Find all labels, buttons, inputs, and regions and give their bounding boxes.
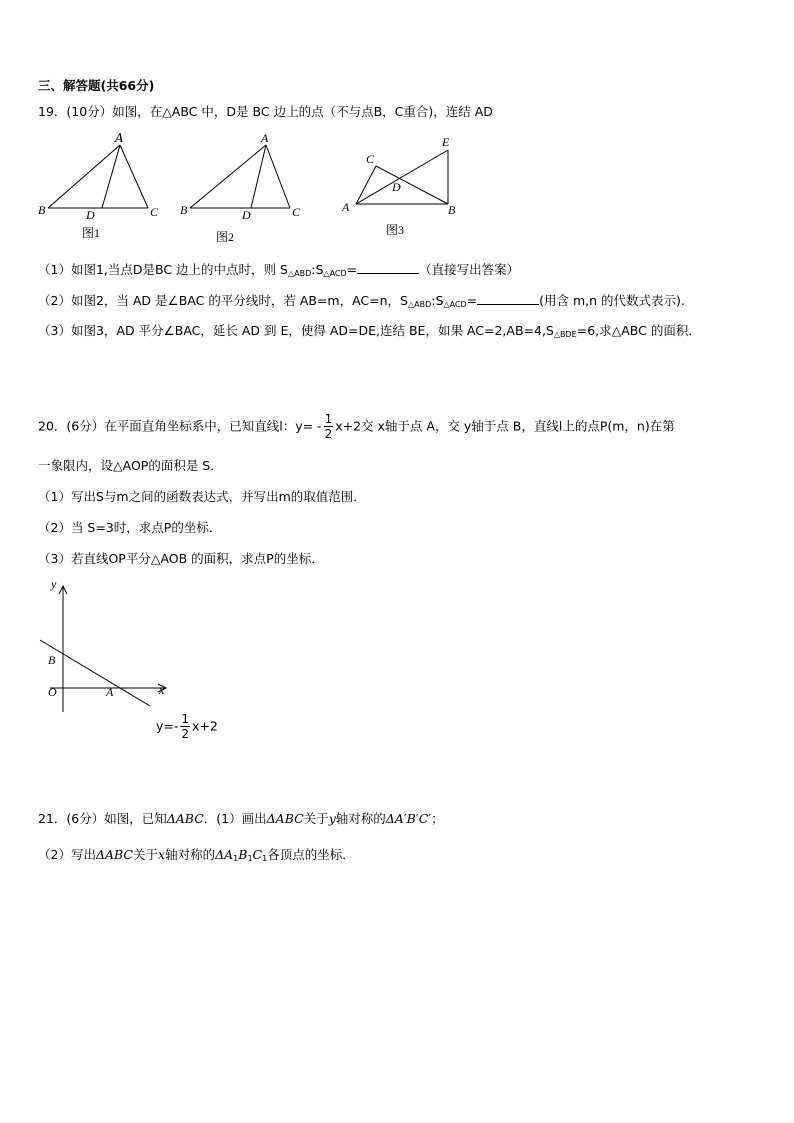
- q20-part3: （3）若直线OP平分△AOB 的面积，求点P的坐标．: [38, 551, 324, 566]
- fig1-label-c: C: [150, 205, 159, 219]
- graph-label-y: y: [51, 577, 57, 591]
- fig2-label-b: B: [180, 203, 188, 217]
- q20-part2: （2）当 S=3时，求点P的坐标．: [38, 520, 222, 535]
- q19-part3: （3）如图3，AD 平分∠BAC，延长 AD 到 E，使得 AD=DE,连结 BE，如果 $AC=2,AB=4,S_{\triangle BDE}=6$,求△ABC 的面积．: [38, 323, 701, 339]
- q20-fraction: $\frac{1}{2}$: [324, 412, 333, 441]
- fig2-caption: 图2: [216, 230, 235, 242]
- fig3-label-a: A: [342, 200, 350, 214]
- fig3-label-b: B: [448, 203, 456, 217]
- q20-line-equation: y=- $\frac{1}{2}$ x+2: [156, 712, 218, 741]
- q20-stem-line1: 20．(6分）在平面直角坐标系中，已知直线l：y= - $\frac{1}{2}$ x+2交 x轴于点 A，交 y轴于点 B，直线l上的点P(m，n)在第: [38, 412, 675, 441]
- graph-label-b: B: [48, 653, 56, 667]
- answer-blank-2[interactable]: [477, 293, 539, 305]
- q20-stem-line2: 一象限内，设△AOP的面积是 S．: [38, 458, 223, 473]
- fig3-label-c: C: [366, 152, 375, 166]
- fig1-label-a: A: [115, 131, 124, 145]
- fig2-label-a: A: [261, 131, 269, 145]
- q19-stem: 19．(10分）如图，在△ABC 中，D是 BC 边上的点（不与点B，C重合)，连结 AD: [38, 104, 493, 119]
- fig3-caption: 图3: [386, 223, 405, 237]
- graph-label-a: A: [106, 685, 114, 699]
- fig2-label-c: C: [292, 205, 301, 219]
- figure-3: [341, 135, 456, 237]
- fig3-label-e: E: [442, 135, 450, 149]
- q19-part2: （2）如图2，当 AD 是∠BAC 的平分线时，若 AB=m，AC=n，$S_{\triangle ABD}:S_{\triangle ACD}=$ (用含 m,n 的代数式表示).: [38, 293, 685, 309]
- figure-2: [180, 131, 301, 242]
- q19-figures: [34, 130, 474, 242]
- section-header: 三、解答题(共66分): [38, 78, 155, 93]
- q21-line2: （2）写出ΔABC关于x轴对称的$\Delta A_1B_1C_1$各顶点的坐标．: [38, 847, 355, 863]
- fig1-label-b: B: [38, 203, 46, 217]
- graph-label-o: O: [48, 685, 57, 699]
- q21-line1: 21．(6分）如图，已知ΔABC．(1）画出ΔABC关于y轴对称的ΔA′B′C′；: [38, 811, 444, 826]
- q19-part1: （1）如图1,当点D是BC 边上的中点时，则 $S_{\triangle ABD}:S_{\triangle ACD}=$ （直接写出答案）: [38, 262, 520, 278]
- fig3-label-d: D: [392, 180, 401, 194]
- figure-1: [38, 131, 159, 240]
- graph-label-x: x: [159, 683, 165, 697]
- fig1-caption: 图1: [82, 226, 101, 240]
- q20-part1: （1）写出S与m之间的函数表达式，并写出m的取值范围．: [38, 489, 366, 504]
- fig1-label-d: D: [86, 208, 95, 222]
- answer-blank-1[interactable]: [357, 262, 419, 274]
- fig2-label-d: D: [242, 208, 251, 222]
